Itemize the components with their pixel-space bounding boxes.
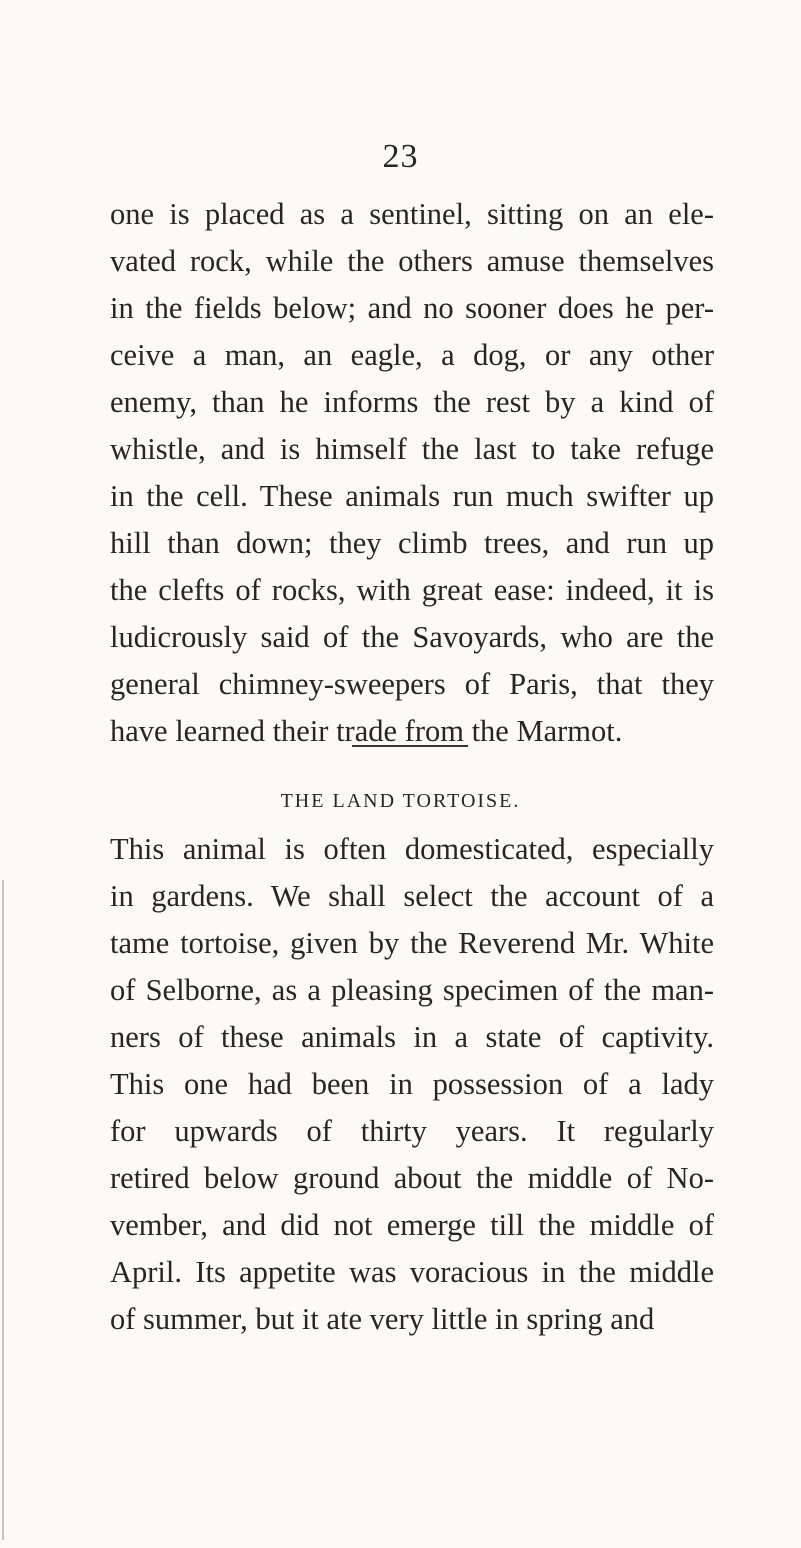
text-line: This one had been in possession of a lady	[110, 1067, 714, 1101]
text-line: vember, and did not emerge till the middle of	[110, 1208, 714, 1242]
text-line: general chimney-sweepers of Paris, that they	[110, 667, 714, 701]
text-line: for upwards of thirty years. It regularly	[110, 1114, 714, 1148]
text-line: one is placed as a sentinel, sitting on an ele-	[110, 197, 714, 231]
text-line: hill than down; they climb trees, and run up	[110, 526, 714, 560]
page-edge-shadow	[2, 880, 4, 1540]
text-line: the clefts of rocks, with great ease: indeed, it is	[110, 573, 714, 607]
text-line: in the fields below; and no sooner does he per-	[110, 291, 714, 325]
text-line: tame tortoise, given by the Reverend Mr. White	[110, 926, 714, 960]
text-line: retired below ground about the middle of No-	[110, 1161, 714, 1195]
text-line: of summer, but it ate very little in spring and	[110, 1302, 655, 1336]
text-line: in the cell. These animals run much swifter up	[110, 479, 714, 513]
text-line: ceive a man, an eagle, a dog, or any other	[110, 338, 714, 372]
page-number: 23	[382, 138, 419, 175]
text-line: April. Its appetite was voracious in the middle	[110, 1255, 714, 1289]
section-heading: THE LAND TORTOISE.	[280, 790, 521, 812]
text-line: vated rock, while the others amuse themselves	[110, 244, 714, 278]
text-line: have learned their trade from the Marmot.	[110, 714, 623, 748]
text-line: of Selborne, as a pleasing specimen of the man-	[110, 973, 714, 1007]
text-line: in gardens. We shall select the account of a	[110, 879, 714, 913]
text-line: ners of these animals in a state of captivity.	[110, 1020, 714, 1054]
text-line: whistle, and is himself the last to take refuge	[110, 432, 714, 466]
text-line: This animal is often domesticated, especially	[110, 832, 714, 866]
section-divider	[352, 745, 468, 747]
text-line: ludicrously said of the Savoyards, who are the	[110, 620, 714, 654]
text-line: enemy, than he informs the rest by a kind of	[110, 385, 714, 419]
